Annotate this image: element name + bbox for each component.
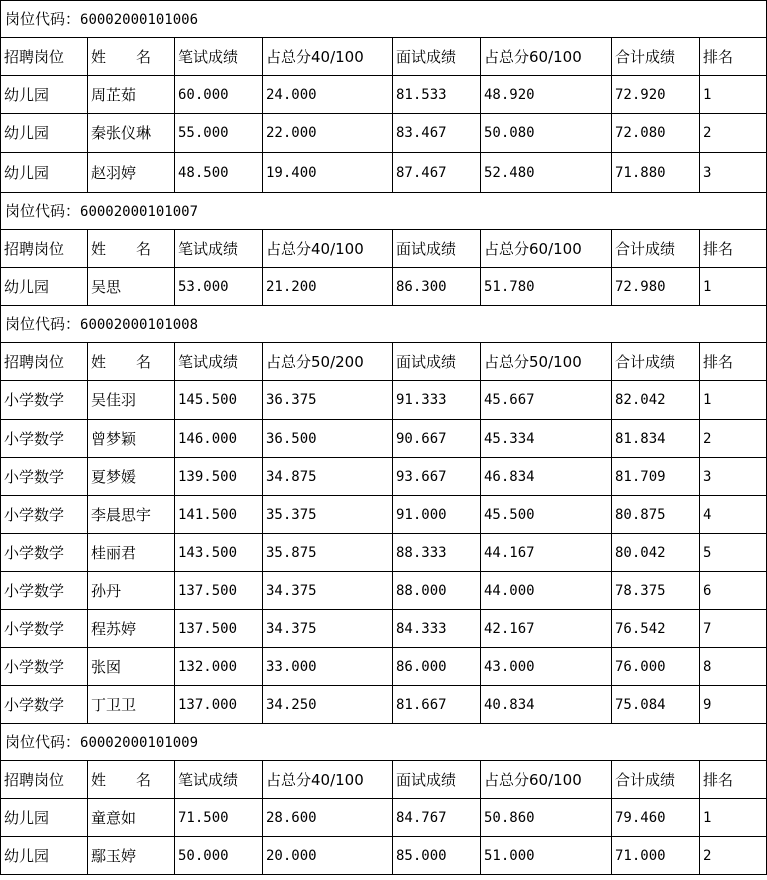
- cell-rank: 2: [700, 114, 767, 153]
- position-code-value: 60002000101009: [80, 734, 199, 751]
- cell-interview-weighted: 45.500: [481, 496, 612, 534]
- cell-interview-score: 91.000: [393, 496, 481, 534]
- cell-written-weighted: 19.400: [263, 153, 393, 193]
- cell-interview-score: 88.000: [393, 572, 481, 610]
- table-row: [1, 610, 767, 648]
- header-total-score: 合计成绩: [612, 761, 700, 799]
- header-job-post: 招聘岗位: [1, 38, 88, 76]
- cell-written-score: 71.500: [175, 799, 263, 837]
- cell-name: 曾梦颖: [88, 420, 175, 458]
- header-total-score: 合计成绩: [612, 343, 700, 381]
- cell-name: 张囡: [88, 648, 175, 686]
- cell-written-weighted: 35.375: [263, 496, 393, 534]
- table-row: [1, 458, 767, 496]
- cell-rank: 9: [700, 686, 767, 724]
- cell-written-weighted: 36.500: [263, 420, 393, 458]
- table-row: [1, 114, 767, 153]
- cell-name: 鄢玉婷: [88, 837, 175, 875]
- cell-rank: 5: [700, 534, 767, 572]
- cell-total-score: 82.042: [612, 381, 700, 420]
- header-interview-score: 面试成绩: [393, 343, 481, 381]
- cell-rank: 1: [700, 76, 767, 114]
- position-code-cell: [1, 193, 767, 230]
- position-code-label: 岗位代码：: [5, 732, 81, 751]
- column-header-row: [1, 230, 767, 268]
- cell-interview-weighted: 48.920: [481, 76, 612, 114]
- position-code-label: 岗位代码：: [5, 201, 81, 220]
- cell-name: 李晨思宇: [88, 496, 175, 534]
- header-written-weight: 占总分40/100: [263, 761, 393, 799]
- cell-written-score: 48.500: [175, 153, 263, 193]
- cell-written-score: 55.000: [175, 114, 263, 153]
- cell-written-score: 139.500: [175, 458, 263, 496]
- table-row: [1, 420, 767, 458]
- cell-written-weighted: 24.000: [263, 76, 393, 114]
- header-name: 姓 名: [88, 38, 175, 76]
- cell-total-score: 75.084: [612, 686, 700, 724]
- cell-interview-score: 90.667: [393, 420, 481, 458]
- cell-interview-score: 83.467: [393, 114, 481, 153]
- cell-interview-weighted: 45.334: [481, 420, 612, 458]
- table-row: [1, 153, 767, 193]
- cell-written-weighted: 33.000: [263, 648, 393, 686]
- header-rank: 排名: [700, 38, 767, 76]
- header-written-score: 笔试成绩: [175, 38, 263, 76]
- cell-interview-score: 84.767: [393, 799, 481, 837]
- column-header-row: [1, 761, 767, 799]
- cell-interview-score: 88.333: [393, 534, 481, 572]
- header-name: 姓 名: [88, 343, 175, 381]
- cell-rank: 8: [700, 648, 767, 686]
- position-code-cell: [1, 306, 767, 343]
- header-name: 姓 名: [88, 230, 175, 268]
- header-rank: 排名: [700, 761, 767, 799]
- header-interview-weight: 占总分60/100: [481, 230, 612, 268]
- column-header-row: [1, 38, 767, 76]
- cell-interview-weighted: 42.167: [481, 610, 612, 648]
- cell-rank: 6: [700, 572, 767, 610]
- cell-name: 童意如: [88, 799, 175, 837]
- position-code-row: [1, 1, 767, 38]
- cell-written-weighted: 34.875: [263, 458, 393, 496]
- cell-interview-score: 81.533: [393, 76, 481, 114]
- cell-rank: 1: [700, 381, 767, 420]
- cell-rank: 2: [700, 420, 767, 458]
- cell-written-score: 145.500: [175, 381, 263, 420]
- cell-total-score: 81.709: [612, 458, 700, 496]
- table-row: [1, 381, 767, 420]
- cell-written-score: 141.500: [175, 496, 263, 534]
- cell-interview-weighted: 46.834: [481, 458, 612, 496]
- cell-total-score: 81.834: [612, 420, 700, 458]
- cell-name: 夏梦媛: [88, 458, 175, 496]
- cell-written-weighted: 28.600: [263, 799, 393, 837]
- cell-interview-score: 87.467: [393, 153, 481, 193]
- cell-interview-score: 84.333: [393, 610, 481, 648]
- cell-rank: 1: [700, 268, 767, 306]
- position-code-value: 60002000101007: [80, 203, 199, 220]
- cell-interview-weighted: 50.860: [481, 799, 612, 837]
- table-row: [1, 837, 767, 875]
- cell-interview-weighted: 44.000: [481, 572, 612, 610]
- cell-total-score: 78.375: [612, 572, 700, 610]
- header-name: 姓 名: [88, 761, 175, 799]
- cell-written-weighted: 20.000: [263, 837, 393, 875]
- table-row: [1, 496, 767, 534]
- cell-name: 孙丹: [88, 572, 175, 610]
- position-code-cell: [1, 1, 767, 38]
- cell-interview-score: 86.300: [393, 268, 481, 306]
- table-row: [1, 686, 767, 724]
- cell-job-post: 小学数学: [1, 496, 88, 534]
- cell-job-post: 小学数学: [1, 648, 88, 686]
- cell-total-score: 80.042: [612, 534, 700, 572]
- table-body: [1, 1, 767, 875]
- header-total-score: 合计成绩: [612, 230, 700, 268]
- position-code-row: [1, 724, 767, 761]
- cell-interview-score: 93.667: [393, 458, 481, 496]
- cell-name: 程苏婷: [88, 610, 175, 648]
- cell-name: 吴思: [88, 268, 175, 306]
- cell-job-post: 小学数学: [1, 534, 88, 572]
- cell-interview-weighted: 50.080: [481, 114, 612, 153]
- cell-rank: 2: [700, 837, 767, 875]
- cell-total-score: 80.875: [612, 496, 700, 534]
- cell-interview-weighted: 52.480: [481, 153, 612, 193]
- header-interview-score: 面试成绩: [393, 230, 481, 268]
- cell-interview-weighted: 51.000: [481, 837, 612, 875]
- cell-job-post: 幼儿园: [1, 799, 88, 837]
- header-written-weight: 占总分40/100: [263, 230, 393, 268]
- cell-written-score: 60.000: [175, 76, 263, 114]
- cell-total-score: 72.980: [612, 268, 700, 306]
- cell-written-score: 137.000: [175, 686, 263, 724]
- cell-job-post: 幼儿园: [1, 268, 88, 306]
- cell-job-post: 小学数学: [1, 458, 88, 496]
- cell-written-score: 53.000: [175, 268, 263, 306]
- cell-interview-score: 91.333: [393, 381, 481, 420]
- cell-written-weighted: 21.200: [263, 268, 393, 306]
- cell-written-weighted: 22.000: [263, 114, 393, 153]
- cell-written-score: 143.500: [175, 534, 263, 572]
- header-interview-weight: 占总分50/100: [481, 343, 612, 381]
- cell-job-post: 小学数学: [1, 572, 88, 610]
- cell-total-score: 79.460: [612, 799, 700, 837]
- header-written-score: 笔试成绩: [175, 343, 263, 381]
- header-job-post: 招聘岗位: [1, 761, 88, 799]
- cell-job-post: 幼儿园: [1, 76, 88, 114]
- cell-rank: 7: [700, 610, 767, 648]
- position-code-label: 岗位代码：: [5, 314, 81, 333]
- position-code-cell: [1, 724, 767, 761]
- cell-job-post: 幼儿园: [1, 153, 88, 193]
- cell-job-post: 小学数学: [1, 381, 88, 420]
- cell-interview-score: 85.000: [393, 837, 481, 875]
- table-row: [1, 76, 767, 114]
- header-job-post: 招聘岗位: [1, 343, 88, 381]
- cell-rank: 4: [700, 496, 767, 534]
- table-row: [1, 534, 767, 572]
- cell-written-weighted: 35.875: [263, 534, 393, 572]
- cell-rank: 1: [700, 799, 767, 837]
- position-code-row: [1, 306, 767, 343]
- header-interview-weight: 占总分60/100: [481, 38, 612, 76]
- cell-total-score: 72.920: [612, 76, 700, 114]
- position-code-value: 60002000101008: [80, 316, 199, 333]
- cell-job-post: 幼儿园: [1, 114, 88, 153]
- position-code-value: 60002000101006: [80, 11, 199, 28]
- cell-interview-score: 86.000: [393, 648, 481, 686]
- position-code-label: 岗位代码：: [5, 9, 81, 28]
- cell-name: 周芷茹: [88, 76, 175, 114]
- table-row: [1, 799, 767, 837]
- header-rank: 排名: [700, 343, 767, 381]
- cell-written-weighted: 36.375: [263, 381, 393, 420]
- header-total-score: 合计成绩: [612, 38, 700, 76]
- cell-rank: 3: [700, 153, 767, 193]
- cell-written-score: 132.000: [175, 648, 263, 686]
- table-row: [1, 648, 767, 686]
- cell-name: 吴佳羽: [88, 381, 175, 420]
- cell-name: 秦张仪琳: [88, 114, 175, 153]
- header-written-score: 笔试成绩: [175, 761, 263, 799]
- cell-interview-weighted: 51.780: [481, 268, 612, 306]
- column-header-row: [1, 343, 767, 381]
- header-written-score: 笔试成绩: [175, 230, 263, 268]
- cell-name: 赵羽婷: [88, 153, 175, 193]
- cell-interview-weighted: 40.834: [481, 686, 612, 724]
- header-interview-score: 面试成绩: [393, 38, 481, 76]
- cell-total-score: 72.080: [612, 114, 700, 153]
- cell-interview-score: 81.667: [393, 686, 481, 724]
- cell-interview-weighted: 44.167: [481, 534, 612, 572]
- cell-written-weighted: 34.250: [263, 686, 393, 724]
- table-row: [1, 268, 767, 306]
- cell-interview-weighted: 43.000: [481, 648, 612, 686]
- cell-written-weighted: 34.375: [263, 610, 393, 648]
- cell-written-weighted: 34.375: [263, 572, 393, 610]
- cell-interview-weighted: 45.667: [481, 381, 612, 420]
- position-code-row: [1, 193, 767, 230]
- cell-rank: 3: [700, 458, 767, 496]
- cell-job-post: 小学数学: [1, 420, 88, 458]
- header-written-weight: 占总分50/200: [263, 343, 393, 381]
- cell-job-post: 幼儿园: [1, 837, 88, 875]
- cell-total-score: 71.880: [612, 153, 700, 193]
- cell-total-score: 76.542: [612, 610, 700, 648]
- header-job-post: 招聘岗位: [1, 230, 88, 268]
- table-row: [1, 572, 767, 610]
- cell-name: 丁卫卫: [88, 686, 175, 724]
- header-written-weight: 占总分40/100: [263, 38, 393, 76]
- cell-job-post: 小学数学: [1, 686, 88, 724]
- header-interview-score: 面试成绩: [393, 761, 481, 799]
- cell-written-score: 146.000: [175, 420, 263, 458]
- cell-written-score: 137.500: [175, 610, 263, 648]
- cell-total-score: 76.000: [612, 648, 700, 686]
- cell-written-score: 137.500: [175, 572, 263, 610]
- cell-written-score: 50.000: [175, 837, 263, 875]
- header-rank: 排名: [700, 230, 767, 268]
- cell-total-score: 71.000: [612, 837, 700, 875]
- cell-job-post: 小学数学: [1, 610, 88, 648]
- header-interview-weight: 占总分60/100: [481, 761, 612, 799]
- cell-name: 桂丽君: [88, 534, 175, 572]
